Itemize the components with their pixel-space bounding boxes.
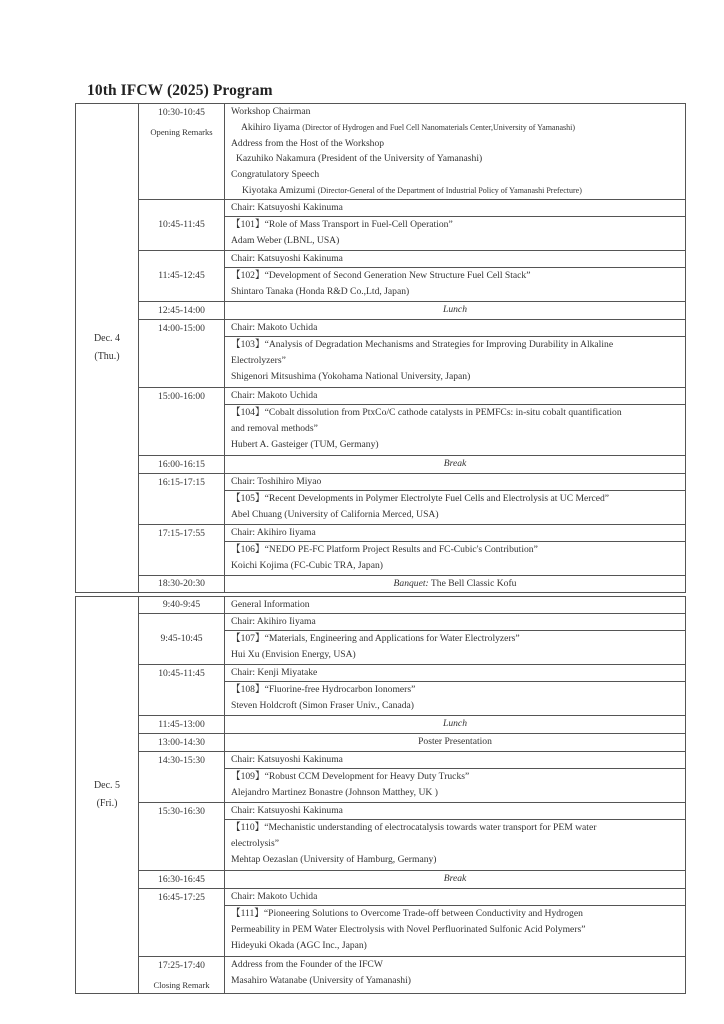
talk-speaker: Mehtap Oezaslan (University of Hamburg, Germany) <box>231 854 437 865</box>
chair-line: Chair: Kenji Miyatake <box>225 665 686 682</box>
chair-line: Chair: Toshihiro Miyao <box>225 474 686 491</box>
talk-title-cont: Permeability in PEM Water Electrolysis with Novel Perfluorinated Sulfonic Acid Polymers” <box>231 924 586 935</box>
talk-speaker: Alejandro Martinez Bonastre (Johnson Matthey, UK ) <box>231 787 438 798</box>
opening-content: Workshop Chairman Akihiro Iiyama (Director of Hydrogen and Fuel Cell Nanomaterials Center,University of Yamanashi) Address from the Host of the Workshop Kazuhiko Nakamura (President of the University of Yamanashi) Congratulatory Speech Kiyotaka Amizumi (Director-General of the Department of Industrial Policy of Yamanashi Prefecture) <box>225 104 686 200</box>
table-row <box>76 104 686 200</box>
break-label: Break <box>225 871 686 889</box>
talk-cell <box>225 682 686 716</box>
chair-line: Chair: Akihiro Iiyama <box>225 614 686 631</box>
talk-speaker: Shigenori Mitsushima (Yokohama National University, Japan) <box>231 371 471 382</box>
talk-speaker: Adam Weber (LBNL, USA) <box>231 235 340 246</box>
day-date: Dec. 5 <box>93 780 121 791</box>
talk-cell <box>225 769 686 803</box>
session-label: Closing Remark <box>153 980 210 990</box>
table-row: 10:45-11:45 Chair: Kenji Miyatake <box>76 665 686 682</box>
talk-title: 【105】“Recent Developments in Polymer Electrolyte Fuel Cells and Electrolysis at UC Merced” <box>231 493 610 504</box>
table-row: 15:00-16:00 Chair: Makoto Uchida <box>76 388 686 405</box>
program-table <box>75 103 686 593</box>
talk-cell <box>225 631 686 665</box>
lunch-label: Lunch <box>225 302 686 320</box>
chair-line: Chair: Makoto Uchida <box>225 889 686 906</box>
talk-title: 【108】“Fluorine-free Hydrocarbon Ionomers” <box>231 684 416 695</box>
talk-cell <box>225 217 686 251</box>
talk-title: 【109】“Robust CCM Development for Heavy Duty Trucks” <box>231 771 470 782</box>
chair-line: Chair: Katsuyoshi Kakinuma <box>225 251 686 268</box>
talk-speaker: Koichi Kojima (FC-Cubic TRA, Japan) <box>231 560 383 571</box>
talk-title-cont: and removal methods” <box>231 423 318 434</box>
talk-cell <box>225 906 686 957</box>
talk-cell <box>225 542 686 576</box>
talk-title: 【104】“Cobalt dissolution from PtxCo/C cathode catalysts in PEMFCs: in-situ cobalt quantification <box>231 407 622 418</box>
chair-line: Chair: Makoto Uchida <box>225 320 686 337</box>
talk-title: 【106】“NEDO PE-FC Platform Project Results and FC-Cubic's Contribution” <box>231 544 538 555</box>
day-cell <box>76 104 139 593</box>
talk-speaker: Shintaro Tanaka (Honda R&D Co.,Ltd, Japan) <box>231 286 410 297</box>
session-label: Opening Remarks <box>150 127 213 137</box>
page-title: 10th IFCW (2025) Program <box>87 82 273 99</box>
table-row: 18:30-20:30 Banquet: The Bell Classic Kofu <box>76 576 686 593</box>
talk-title: 【101】“Role of Mass Transport in Fuel-Cell Operation” <box>231 219 453 230</box>
talk-title: 【102】“Development of Second Generation New Structure Fuel Cell Stack” <box>231 270 531 281</box>
table-row: 10:45-11:45 Chair: Katsuyoshi Kakinuma <box>76 200 686 217</box>
table-row: 16:45-17:25 Chair: Makoto Uchida <box>76 889 686 906</box>
table-row: 12:45-14:00 Lunch <box>76 302 686 320</box>
time-cell: 17:25-17:40 Closing Remark <box>139 957 225 994</box>
day-cell <box>76 597 139 994</box>
table-row: 9:45-10:45 Chair: Akihiro Iiyama <box>76 614 686 631</box>
chair-line: Chair: Katsuyoshi Kakinuma <box>225 200 686 217</box>
talk-cell <box>225 268 686 302</box>
chair-line: Chair: Katsuyoshi Kakinuma <box>225 752 686 769</box>
day-weekday: (Thu.) <box>94 351 120 362</box>
program-table-day2 <box>75 596 686 994</box>
talk-speaker: Steven Holdcroft (Simon Fraser Univ., Canada) <box>231 700 414 711</box>
talk-title: 【111】“Pioneering Solutions to Overcome Trade-off between Conductivity and Hydrogen <box>231 908 583 919</box>
table-row: 17:15-17:55 Chair: Akihiro Iiyama <box>76 525 686 542</box>
talk-cell <box>225 491 686 525</box>
banquet-label: Banquet: The Bell Classic Kofu <box>225 576 686 593</box>
table-row: 11:45-12:45 Chair: Katsuyoshi Kakinuma <box>76 251 686 268</box>
chair-line: Chair: Katsuyoshi Kakinuma <box>225 803 686 820</box>
talk-title-cont: electrolysis” <box>231 838 279 849</box>
talk-speaker: Abel Chuang (University of California Merced, USA) <box>231 509 439 520</box>
table-row: Dec. 5 (Fri.) 9:40-9:45 General Information <box>76 597 686 614</box>
general-info: General Information <box>225 597 686 614</box>
talk-title: 【110】“Mechanistic understanding of electrocatalysis towards water transport for PEM water <box>231 822 597 833</box>
table-row: 11:45-13:00 Lunch <box>76 716 686 734</box>
poster-label: Poster Presentation <box>225 734 686 752</box>
table-row: 13:00-14:30 Poster Presentation <box>76 734 686 752</box>
closing-content: Address from the Founder of the IFCW Masahiro Watanabe (University of Yamanashi) <box>225 957 686 994</box>
lunch-label: Lunch <box>225 716 686 734</box>
talk-title: 【103】“Analysis of Degradation Mechanisms and Strategies for Improving Durability in Alkaline <box>231 339 614 350</box>
talk-cell <box>225 337 686 388</box>
talk-title: 【107】“Materials, Engineering and Applications for Water Electrolyzers” <box>231 633 520 644</box>
talk-title-cont: Electrolyzers” <box>231 355 286 366</box>
table-row: 16:00-16:15 Break <box>76 456 686 474</box>
chair-line: Chair: Makoto Uchida <box>225 388 686 405</box>
chair-line: Chair: Akihiro Iiyama <box>225 525 686 542</box>
table-row: 14:00-15:00 Chair: Makoto Uchida <box>76 320 686 337</box>
day-date: Dec. 4 <box>93 333 121 344</box>
talk-speaker: Hui Xu (Envision Energy, USA) <box>231 649 356 660</box>
table-row <box>76 957 686 994</box>
time-cell: 10:30-10:45 Opening Remarks <box>139 104 225 200</box>
table-row: 16:30-16:45 Break <box>76 871 686 889</box>
break-label: Break <box>225 456 686 474</box>
table-row: 15:30-16:30 Chair: Katsuyoshi Kakinuma <box>76 803 686 820</box>
talk-speaker: Hideyuki Okada (AGC Inc., Japan) <box>231 940 367 951</box>
talk-cell <box>225 820 686 871</box>
table-row: 16:15-17:15 Chair: Toshihiro Miyao <box>76 474 686 491</box>
day-weekday: (Fri.) <box>96 798 118 809</box>
talk-speaker: Hubert A. Gasteiger (TUM, Germany) <box>231 439 379 450</box>
table-row: 14:30-15:30 Chair: Katsuyoshi Kakinuma <box>76 752 686 769</box>
talk-cell <box>225 405 686 456</box>
